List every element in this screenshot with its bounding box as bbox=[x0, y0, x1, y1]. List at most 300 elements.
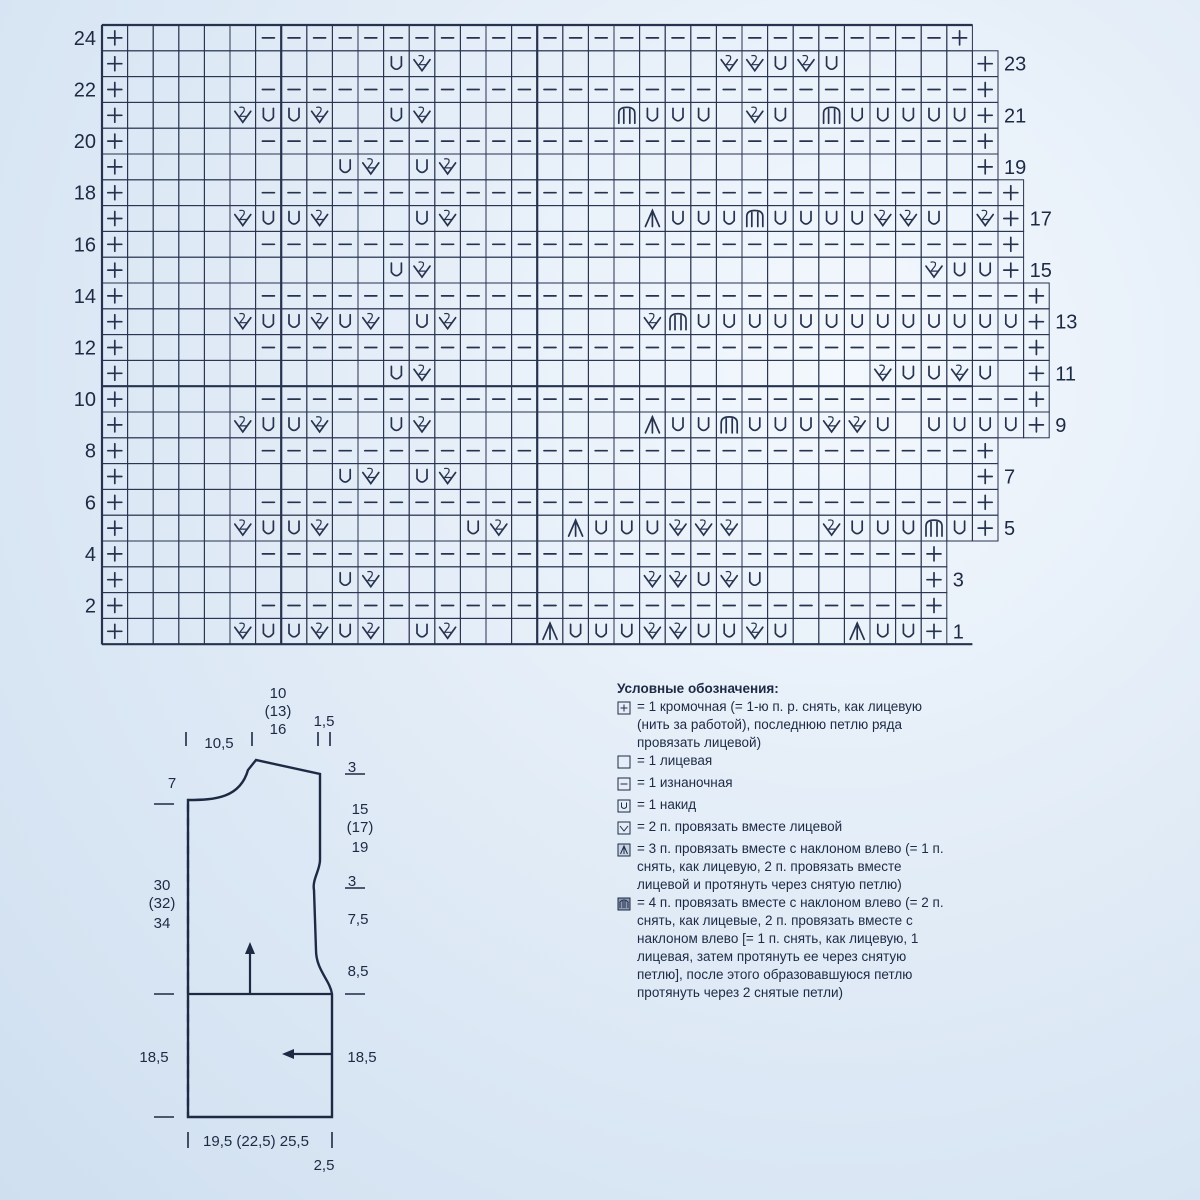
chart-cell bbox=[128, 154, 154, 180]
chart-cell bbox=[281, 257, 307, 283]
chart-cell bbox=[256, 567, 282, 593]
chart-cell bbox=[537, 412, 563, 438]
chart-cell bbox=[409, 51, 435, 77]
chart-cell bbox=[563, 102, 589, 128]
chart-cell bbox=[691, 51, 717, 77]
chart-cell bbox=[256, 412, 282, 438]
dim-32: (32) bbox=[148, 895, 176, 912]
chart-cell bbox=[153, 206, 179, 232]
chart-cell bbox=[384, 102, 410, 128]
chart-cell bbox=[819, 360, 845, 386]
k2tog-icon bbox=[644, 314, 660, 329]
legend-item bbox=[617, 818, 947, 840]
chart-cell bbox=[819, 618, 845, 644]
chart-cell bbox=[256, 515, 282, 541]
chart-cell bbox=[256, 206, 282, 232]
chart-cell bbox=[128, 360, 154, 386]
chart-cell bbox=[716, 412, 742, 438]
k2tog-icon bbox=[491, 520, 507, 535]
chart-cell bbox=[486, 567, 512, 593]
row-number-right: 5 bbox=[1004, 518, 1016, 541]
k2tog-icon bbox=[312, 314, 328, 329]
chart-cell bbox=[742, 412, 768, 438]
yarn-over-icon bbox=[417, 212, 427, 225]
yarn-over-icon bbox=[391, 108, 401, 121]
chart-cell bbox=[435, 154, 461, 180]
chart-cell bbox=[947, 51, 973, 77]
chart-cell bbox=[281, 412, 307, 438]
chart-cell bbox=[128, 25, 154, 51]
chart-cell bbox=[153, 154, 179, 180]
chart-cell bbox=[537, 464, 563, 490]
chart-cell bbox=[588, 206, 614, 232]
chart-cell bbox=[640, 102, 666, 128]
chart-cell bbox=[128, 567, 154, 593]
dim-top-16: 16 bbox=[269, 721, 287, 738]
chart-cell bbox=[153, 593, 179, 619]
chart-cell bbox=[128, 128, 154, 154]
edge-stitch-icon bbox=[108, 547, 122, 561]
chart-cell bbox=[358, 154, 384, 180]
legend-item bbox=[617, 752, 947, 774]
chart-cell bbox=[947, 309, 973, 335]
chart-cell bbox=[230, 335, 256, 361]
yarn-over-icon bbox=[775, 315, 785, 328]
chart-cell bbox=[614, 464, 640, 490]
edge-stitch-icon bbox=[1004, 237, 1018, 251]
edge-stitch-icon bbox=[108, 366, 122, 380]
dim-2-5: 2,5 bbox=[313, 1157, 335, 1174]
row-number-left: 18 bbox=[73, 182, 96, 205]
chart-cell bbox=[128, 541, 154, 567]
chart-cell bbox=[486, 206, 512, 232]
chart-cell bbox=[230, 154, 256, 180]
chart-cell bbox=[153, 360, 179, 386]
chart-cell bbox=[537, 360, 563, 386]
chart-cell bbox=[256, 51, 282, 77]
yarn-over-icon bbox=[775, 418, 785, 431]
chart-cell bbox=[665, 618, 691, 644]
chart-cell bbox=[435, 515, 461, 541]
legend-item bbox=[617, 840, 947, 894]
chart-cell bbox=[614, 618, 640, 644]
chart-cell bbox=[358, 360, 384, 386]
chart-cell bbox=[640, 464, 666, 490]
yarn-over-icon bbox=[263, 108, 273, 121]
yarn-over-icon bbox=[699, 624, 709, 637]
chart-cell bbox=[512, 257, 538, 283]
chart-cell bbox=[128, 515, 154, 541]
chart-cell bbox=[204, 309, 230, 335]
chart-cell bbox=[179, 464, 205, 490]
k4tog-left-icon bbox=[747, 211, 763, 227]
edge-stitch-icon bbox=[108, 108, 122, 122]
row-number-right: 17 bbox=[1029, 208, 1052, 231]
chart-cell bbox=[819, 154, 845, 180]
chart-cell bbox=[435, 464, 461, 490]
edge-stitch-icon bbox=[927, 547, 941, 561]
chart-cell bbox=[665, 154, 691, 180]
yarn-over-icon bbox=[775, 624, 785, 637]
chart-cell bbox=[742, 464, 768, 490]
chart-cell bbox=[691, 102, 717, 128]
k2tog-icon bbox=[824, 417, 840, 432]
chart-cell bbox=[896, 515, 922, 541]
chart-cell bbox=[870, 515, 896, 541]
chart-cell bbox=[230, 180, 256, 206]
chart-cell bbox=[998, 412, 1024, 438]
edge-stitch-icon bbox=[108, 444, 122, 458]
chart-cell bbox=[153, 412, 179, 438]
chart-cell bbox=[640, 567, 666, 593]
k4tog-left-icon bbox=[619, 107, 635, 123]
chart-cell bbox=[179, 102, 205, 128]
chart-cell bbox=[512, 567, 538, 593]
chart-cell bbox=[179, 386, 205, 412]
yarn-over-icon bbox=[340, 470, 350, 483]
yarn-over-icon bbox=[391, 418, 401, 431]
chart-cell bbox=[307, 464, 333, 490]
chart-cell bbox=[793, 206, 819, 232]
chart-cell bbox=[640, 360, 666, 386]
dim-18-5-left: 18,5 bbox=[139, 1049, 169, 1066]
chart-cell bbox=[742, 360, 768, 386]
chart-cell bbox=[691, 618, 717, 644]
k2tog-icon bbox=[235, 210, 251, 225]
yarn-over-icon bbox=[929, 212, 939, 225]
chart-cell bbox=[640, 257, 666, 283]
chart-cell bbox=[742, 154, 768, 180]
yarn-over-icon bbox=[699, 315, 709, 328]
chart-cell bbox=[179, 51, 205, 77]
yarn-over-icon bbox=[980, 366, 990, 379]
yarn-over-icon bbox=[878, 624, 888, 637]
chart-cell bbox=[537, 206, 563, 232]
chart-cell bbox=[768, 257, 794, 283]
row-number-left: 24 bbox=[73, 27, 96, 50]
chart-cell bbox=[409, 515, 435, 541]
yarn-over-icon bbox=[955, 263, 965, 276]
edge-stitch-icon bbox=[927, 573, 941, 587]
chart-cell bbox=[716, 154, 742, 180]
yarn-over-icon bbox=[878, 315, 888, 328]
chart-cell bbox=[153, 567, 179, 593]
chart-cell bbox=[153, 102, 179, 128]
chart-cell bbox=[204, 489, 230, 515]
chart-cell bbox=[921, 102, 947, 128]
chart-cell bbox=[409, 257, 435, 283]
chart-cell bbox=[179, 438, 205, 464]
k2tog-icon bbox=[363, 572, 379, 587]
k2tog-icon bbox=[875, 365, 891, 380]
chart-cell bbox=[179, 128, 205, 154]
yarn-over-icon bbox=[391, 263, 401, 276]
chart-cell bbox=[640, 51, 666, 77]
chart-cell bbox=[512, 206, 538, 232]
chart-cell bbox=[691, 567, 717, 593]
chart-cell bbox=[716, 360, 742, 386]
chart-cell bbox=[460, 309, 486, 335]
chart-cell bbox=[793, 464, 819, 490]
dim-18-5-right: 18,5 bbox=[347, 1049, 377, 1066]
chart-cell bbox=[435, 257, 461, 283]
row-number-left: 2 bbox=[84, 595, 96, 618]
chart-cell bbox=[742, 206, 768, 232]
chart-cell bbox=[947, 464, 973, 490]
k4tog-left-icon bbox=[617, 897, 633, 916]
k2tog-icon bbox=[670, 520, 686, 535]
chart-cell bbox=[230, 283, 256, 309]
yarn-over-icon bbox=[775, 57, 785, 69]
chart-cell bbox=[716, 567, 742, 593]
chart-cell bbox=[384, 515, 410, 541]
chart-cell bbox=[768, 51, 794, 77]
chart-cell bbox=[384, 154, 410, 180]
row-number-left: 10 bbox=[73, 389, 96, 412]
chart-cell bbox=[332, 464, 358, 490]
chart-cell bbox=[204, 360, 230, 386]
k2tog-icon bbox=[644, 623, 660, 638]
edge-stitch-icon bbox=[927, 624, 941, 638]
chart-cell bbox=[128, 102, 154, 128]
chart-cell bbox=[281, 51, 307, 77]
chart-cell bbox=[332, 412, 358, 438]
schematic-outline bbox=[188, 760, 332, 1117]
yarn-over-icon bbox=[673, 108, 683, 121]
k2tog-icon bbox=[414, 262, 430, 277]
yarn-over-icon bbox=[929, 366, 939, 379]
chart-cell bbox=[435, 206, 461, 232]
row-number-right: 11 bbox=[1055, 363, 1076, 386]
chart-cell bbox=[614, 309, 640, 335]
chart-cell bbox=[460, 257, 486, 283]
k2tog-icon bbox=[235, 314, 251, 329]
chart-cell bbox=[204, 257, 230, 283]
chart-cell bbox=[332, 309, 358, 335]
chart-cell bbox=[512, 360, 538, 386]
chart-cell bbox=[204, 464, 230, 490]
yarn-over-icon bbox=[699, 212, 709, 225]
chart-cell bbox=[819, 464, 845, 490]
edge-stitch-icon bbox=[617, 701, 633, 720]
chart-cell bbox=[384, 464, 410, 490]
purl-icon bbox=[617, 777, 633, 796]
row-number-left: 12 bbox=[73, 337, 96, 360]
chart-cell bbox=[614, 360, 640, 386]
chart-cell bbox=[793, 257, 819, 283]
chart-cell bbox=[947, 412, 973, 438]
yarn-over-icon bbox=[827, 57, 837, 69]
chart-cell bbox=[614, 515, 640, 541]
edge-stitch-icon bbox=[1029, 315, 1043, 329]
chart-cell bbox=[435, 309, 461, 335]
edge-stitch-icon bbox=[978, 495, 992, 509]
chart-cell bbox=[204, 25, 230, 51]
chart-cell bbox=[588, 515, 614, 541]
chart-cell bbox=[512, 51, 538, 77]
chart-cell bbox=[435, 567, 461, 593]
row-number-left: 16 bbox=[73, 234, 96, 257]
chart-cell bbox=[307, 618, 333, 644]
yarn-over-icon bbox=[955, 108, 965, 121]
yarn-over-icon bbox=[980, 315, 990, 328]
chart-cell bbox=[819, 567, 845, 593]
chart-cell bbox=[486, 515, 512, 541]
chart-cell bbox=[742, 102, 768, 128]
chart-cell bbox=[665, 309, 691, 335]
chart-cell bbox=[179, 25, 205, 51]
chart-cell bbox=[537, 257, 563, 283]
chart-cell bbox=[179, 77, 205, 103]
chart-cell bbox=[563, 257, 589, 283]
yarn-over-icon bbox=[699, 573, 709, 586]
yarn-over-icon bbox=[955, 521, 965, 534]
chart-cell bbox=[179, 180, 205, 206]
chart-cell bbox=[563, 412, 589, 438]
chart-cell bbox=[716, 464, 742, 490]
k3tog-left-icon bbox=[645, 417, 659, 433]
chart-cell bbox=[460, 412, 486, 438]
chart-cell bbox=[409, 206, 435, 232]
chart-cell bbox=[230, 438, 256, 464]
chart-cell bbox=[230, 618, 256, 644]
chart-cell bbox=[972, 206, 998, 232]
yarn-over-icon bbox=[263, 624, 273, 637]
chart-cell bbox=[768, 618, 794, 644]
yarn-over-icon bbox=[903, 366, 913, 379]
chart-cell bbox=[768, 567, 794, 593]
edge-stitch-icon bbox=[108, 573, 122, 587]
k2tog-icon bbox=[696, 520, 712, 535]
chart-cell bbox=[332, 206, 358, 232]
chart-cell bbox=[921, 51, 947, 77]
dim-7: 7 bbox=[167, 775, 177, 792]
k2tog-icon bbox=[312, 623, 328, 638]
chart-cell bbox=[870, 154, 896, 180]
chart-cell bbox=[640, 309, 666, 335]
chart-cell bbox=[691, 154, 717, 180]
yarn-over-icon bbox=[417, 160, 427, 173]
k2tog-icon bbox=[312, 520, 328, 535]
chart-cell bbox=[691, 206, 717, 232]
chart-cell bbox=[358, 412, 384, 438]
chart-cell bbox=[384, 618, 410, 644]
chart-cell bbox=[947, 360, 973, 386]
chart-cell bbox=[204, 438, 230, 464]
chart-cell bbox=[204, 128, 230, 154]
chart-cell bbox=[332, 102, 358, 128]
k2tog-icon bbox=[312, 210, 328, 225]
chart-cell bbox=[691, 412, 717, 438]
yarn-over-icon bbox=[263, 418, 273, 431]
chart-cell bbox=[512, 412, 538, 438]
chart-cell bbox=[819, 206, 845, 232]
k2tog-icon bbox=[721, 572, 737, 587]
chart-cell bbox=[768, 154, 794, 180]
chart-cell bbox=[921, 309, 947, 335]
chart-cell bbox=[537, 154, 563, 180]
chart-cell bbox=[614, 206, 640, 232]
edge-stitch-icon bbox=[978, 160, 992, 174]
yarn-over-icon bbox=[622, 624, 632, 637]
row-number-right: 21 bbox=[1004, 105, 1027, 128]
chart-cell bbox=[947, 154, 973, 180]
chart-cell bbox=[896, 154, 922, 180]
k3tog-left-icon bbox=[850, 623, 864, 639]
edge-stitch-icon bbox=[108, 263, 122, 277]
chart-cell bbox=[896, 360, 922, 386]
yarn-over-icon bbox=[955, 418, 965, 431]
chart-cell bbox=[204, 180, 230, 206]
chart-cell bbox=[204, 77, 230, 103]
k2tog-icon bbox=[900, 210, 916, 225]
chart-cell bbox=[716, 51, 742, 77]
chart-cell bbox=[716, 257, 742, 283]
chart-cell bbox=[819, 51, 845, 77]
chart-cell bbox=[460, 102, 486, 128]
k2tog-icon bbox=[644, 572, 660, 587]
chart-cell bbox=[256, 464, 282, 490]
chart-cell bbox=[358, 618, 384, 644]
k2tog-icon bbox=[440, 623, 456, 638]
yarn-over-icon bbox=[417, 624, 427, 637]
chart-cell bbox=[153, 335, 179, 361]
edge-stitch-icon bbox=[978, 444, 992, 458]
row-number-left: 6 bbox=[84, 492, 96, 515]
edge-stitch-icon bbox=[1004, 212, 1018, 226]
yarn-over-icon bbox=[340, 624, 350, 637]
chart-cell bbox=[230, 25, 256, 51]
chart-cell bbox=[153, 515, 179, 541]
chart-cell bbox=[921, 412, 947, 438]
chart-cell bbox=[537, 51, 563, 77]
chart-cell bbox=[972, 412, 998, 438]
chart-cell bbox=[793, 309, 819, 335]
chart-cell bbox=[230, 386, 256, 412]
k2tog-icon bbox=[363, 159, 379, 174]
edge-stitch-icon bbox=[978, 521, 992, 535]
chart-cell bbox=[307, 206, 333, 232]
chart-cell bbox=[153, 51, 179, 77]
yarn-over-icon bbox=[1006, 418, 1016, 431]
garment-schematic bbox=[130, 680, 390, 1180]
chart-cell bbox=[409, 464, 435, 490]
k2tog-icon bbox=[363, 468, 379, 483]
k2tog-icon bbox=[312, 107, 328, 122]
k2tog-icon bbox=[440, 210, 456, 225]
chart-cell bbox=[358, 51, 384, 77]
chart-cell bbox=[691, 360, 717, 386]
chart-cell bbox=[972, 360, 998, 386]
chart-cell bbox=[768, 206, 794, 232]
chart-cell bbox=[896, 257, 922, 283]
chart-cell bbox=[128, 206, 154, 232]
yarn-over-icon bbox=[852, 212, 862, 225]
chart-cell bbox=[409, 154, 435, 180]
chart-cell bbox=[179, 593, 205, 619]
edge-stitch-icon bbox=[108, 57, 122, 71]
chart-cell bbox=[665, 102, 691, 128]
chart-cell bbox=[486, 412, 512, 438]
chart-cell bbox=[486, 154, 512, 180]
yarn-over-icon bbox=[750, 573, 760, 586]
chart-cell bbox=[358, 102, 384, 128]
chart-cell bbox=[614, 257, 640, 283]
chart-cell bbox=[768, 102, 794, 128]
chart-cell bbox=[256, 360, 282, 386]
chart-cell bbox=[204, 412, 230, 438]
chart-cell bbox=[563, 464, 589, 490]
